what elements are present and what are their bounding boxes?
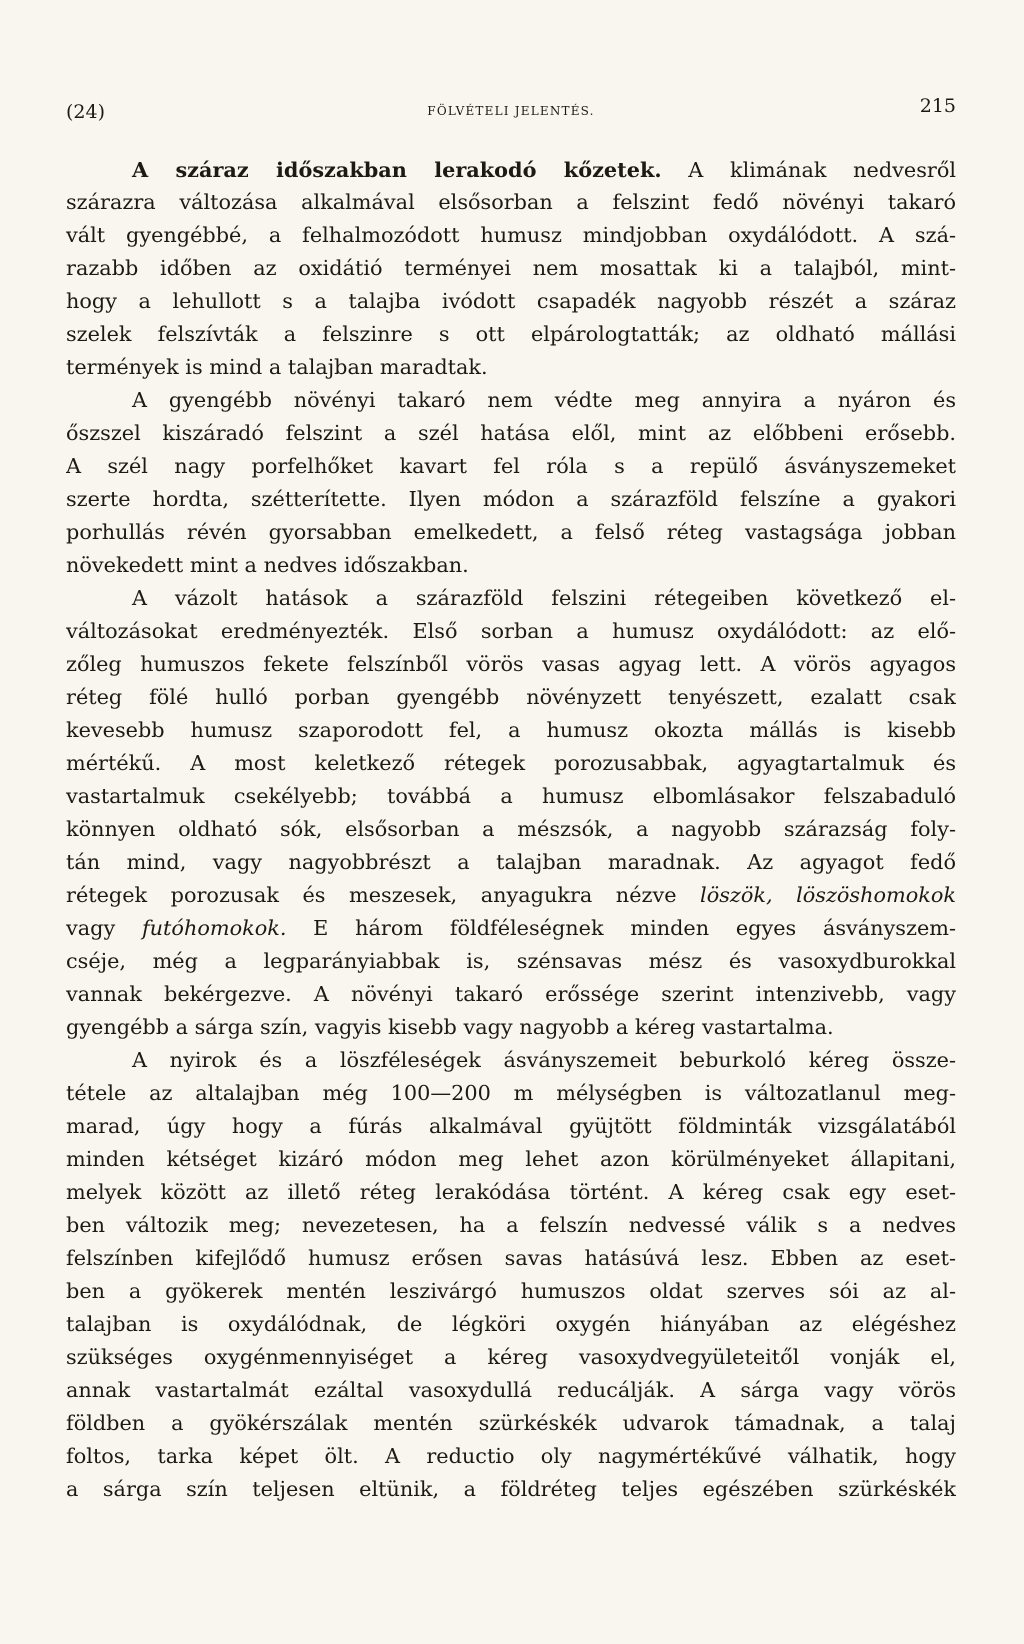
- text-line: [66, 153, 956, 186]
- text-line: tán mind, vagy nagyobbrészt a talajban maradnak. Az agyagot fedő: [66, 850, 956, 874]
- text-line: réteg fölé hulló porban gyengébb növényzett tenyészett, ezalatt csak: [66, 685, 956, 709]
- text-line: felszínben kifejlődő humusz erősen savas hatásúvá lesz. Ebben az eset-: [66, 1246, 956, 1270]
- text-line: A vázolt hatások a szárazföld felszini rétegeiben következő el-: [132, 586, 956, 610]
- text-line: tétele az altalajban még 100—200 m mélységben is változatlanul meg-: [66, 1081, 956, 1105]
- section-number: (24): [66, 101, 106, 123]
- text-line: zőleg humuszos fekete felszínből vörös vasas agyag lett. A vörös agyagos: [66, 652, 956, 676]
- text-line: foltos, tarka képet ölt. A reductio oly nagymértékűvé válhatik, hogy: [66, 1444, 956, 1468]
- italic-term: löszök, löszöshomokok: [700, 883, 956, 907]
- text-line: szükséges oxygénmennyiséget a kéreg vasoxydvegyületeitől vonják el,: [66, 1345, 956, 1369]
- text-line: annak vastartalmát ezáltal vasoxydullá reducálják. A sárga vagy vörös: [66, 1378, 956, 1402]
- page-header: [66, 95, 956, 131]
- text-line: [66, 912, 956, 945]
- text-fragment: vagy: [66, 916, 142, 940]
- text-line: kevesebb humusz szaporodott fel, a humusz okozta mállás is kisebb: [66, 718, 956, 742]
- text-fragment: E három földféleségnek minden egyes ásványszem-: [286, 916, 956, 940]
- text-line: ben a gyökerek mentén leszivárgó humuszos oldat szerves sói az al-: [66, 1279, 956, 1303]
- text-line: [66, 879, 956, 912]
- text-line: razabb időben az oxidátió terményei nem mosattak ki a talajból, mint-: [66, 256, 956, 280]
- text-line: könnyen oldható sók, elsősorban a mészsók, a nagyobb szárazság foly-: [66, 817, 956, 841]
- text-fragment: rétegek porozusak és meszesek, anyagukra nézve: [66, 883, 701, 907]
- text-line: szárazra változása alkalmával elsősorban a felszint fedő növényi takaró: [66, 190, 956, 214]
- text-line: ben változik meg; nevezetesen, ha a felszín nedvessé válik s a nedves: [66, 1213, 956, 1237]
- text-line: vált gyengébbé, a felhalmozódott humusz mindjobban oxydálódott. A szá-: [66, 223, 956, 247]
- text-line: marad, úgy hogy a fúrás alkalmával gyüjtött földminták vizsgálatából: [66, 1114, 956, 1138]
- text-fragment: A klimának nedvesről: [661, 158, 956, 182]
- text-line: A nyirok és a löszféleségek ásványszemeit beburkoló kéreg össze-: [132, 1048, 956, 1072]
- text-line: cséje, még a legparányiabbak is, szénsavas mész és vasoxydburokkal: [66, 949, 956, 973]
- text-line: A gyengébb növényi takaró nem védte meg annyira a nyáron és: [132, 388, 956, 412]
- text-line: szerte hordta, szétterítette. Ilyen módon a szárazföld felszíne a gyakori: [66, 487, 956, 511]
- text-line: termények is mind a talajban maradtak.: [66, 355, 488, 379]
- page-number: 215: [919, 95, 956, 117]
- text-line: A szél nagy porfelhőket kavart fel róla s a repülő ásványszemeket: [66, 454, 956, 478]
- text-line: vannak bekérgezve. A növényi takaró erőssége szerint intenzivebb, vagy: [66, 982, 956, 1006]
- text-line: vastartalmuk csekélyebb; továbbá a humusz elbomlásakor felszabaduló: [66, 784, 956, 808]
- text-line: növekedett mint a nedves időszakban.: [66, 553, 469, 577]
- text-line: melyek között az illető réteg lerakódása történt. A kéreg csak egy eset-: [66, 1180, 956, 1204]
- text-line: gyengébb a sárga szín, vagyis kisebb vagy nagyobb a kéreg vastartalma.: [66, 1015, 834, 1039]
- text-line: szelek felszívták a felszinre s ott elpárologtatták; az oldható mállási: [66, 322, 956, 346]
- text-line: földben a gyökérszálak mentén szürkéskék udvarok támadnak, a talaj: [66, 1411, 956, 1435]
- text-line: minden kétséget kizáró módon meg lehet azon körülményeket állapitani,: [66, 1147, 956, 1171]
- text-line: porhullás révén gyorsabban emelkedett, a felső réteg vastagsága jobban: [66, 520, 956, 544]
- section-heading: A száraz időszakban lerakodó kőzetek.: [132, 157, 662, 182]
- text-line: a sárga szín teljesen eltünik, a földréteg teljes egészében szürkéskék: [66, 1477, 956, 1501]
- text-line: mértékű. A most keletkező rétegek porozusabbak, agyagtartalmuk és: [66, 751, 956, 775]
- text-line: őszszel kiszáradó felszint a szél hatása elől, mint az előbbeni erősebb.: [66, 421, 956, 445]
- text-line: talajban is oxydálódnak, de légköri oxygén hiányában az elégéshez: [66, 1312, 956, 1336]
- text-line: hogy a lehullott s a talajba ivódott csapadék nagyobb részét a száraz: [66, 289, 956, 313]
- running-title: FÖLVÉTELI JELENTÉS.: [427, 104, 595, 118]
- body-text: [66, 153, 956, 1506]
- text-line: változásokat eredményezték. Első sorban a humusz oxydálódott: az elő-: [66, 619, 956, 643]
- italic-term: futóhomokok.: [141, 916, 287, 940]
